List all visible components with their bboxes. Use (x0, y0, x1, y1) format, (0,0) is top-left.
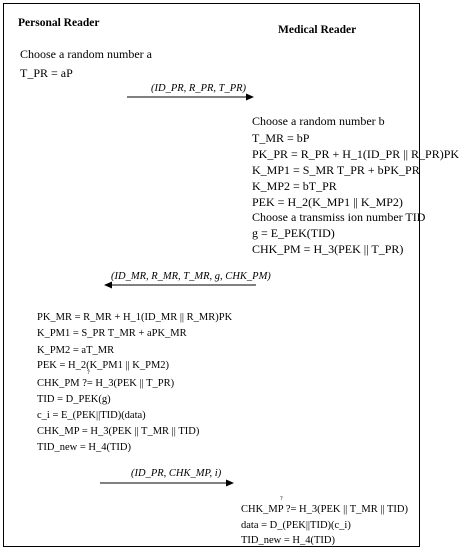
verify-mark: ? (87, 370, 90, 376)
medical-reader-header: Medical Reader (278, 24, 357, 36)
message-1-label: (ID_PR, R_PR, T_PR) (151, 83, 247, 94)
pr-step-9: TID_new = H_4(TID) (37, 442, 131, 453)
pr-init-line-1: Choose a random number a (20, 47, 152, 61)
mr-step-6: PEK = H_2(K_MP1 || K_MP2) (252, 195, 403, 209)
pr-step-8: CHK_MP = H_3(PEK || T_MR || TID) (37, 426, 200, 437)
message-3-arrow (100, 478, 234, 488)
pr-step-7: c_i = E_(PEK||TID)(data) (37, 410, 146, 421)
message-3-label: (ID_PR, CHK_MP, i) (131, 468, 222, 479)
mr-final-1: CHK_MP ?= H_3(PEK || T_MR || TID) (241, 504, 408, 515)
verify-mark-final: ? (280, 496, 283, 502)
pr-step-4: PEK = H_2(K_PM1 || K_PM2) (37, 360, 170, 371)
mr-step-5: K_MP2 = bT_PR (252, 179, 337, 193)
mr-step-3: PK_PR = R_PR + H_1(ID_PR || R_PR)PK (252, 147, 459, 161)
mr-step-2: T_MR = bP (252, 131, 310, 145)
pr-step-1: PK_MR = R_MR + H_1(ID_MR || R_MR)PK (37, 312, 233, 323)
message-2-label: (ID_MR, R_MR, T_MR, g, CHK_PM) (111, 271, 271, 282)
message-2-arrow (104, 280, 256, 290)
mr-step-8: g = E_PEK(TID) (252, 226, 335, 240)
mr-final-3: TID_new = H_4(TID) (241, 535, 335, 546)
mr-step-4: K_MP1 = S_MR T_PR + bPK_PR (252, 163, 420, 177)
mr-step-1: Choose a random number b (252, 114, 385, 128)
pr-step-3: K_PM2 = aT_MR (37, 345, 115, 356)
mr-step-9: CHK_PM = H_3(PEK || T_PR) (252, 242, 404, 256)
message-1-arrow (127, 92, 254, 102)
mr-step-7: Choose a transmiss ion number TID (252, 210, 426, 224)
pr-step-2: K_PM1 = S_PR T_MR + aPK_MR (37, 328, 187, 339)
pr-step-5: CHK_PM ?= H_3(PEK || T_PR) (37, 378, 175, 389)
pr-step-6: TID = D_PEK(g) (37, 394, 111, 405)
mr-final-2: data = D_(PEK||TID)(c_i) (241, 520, 351, 531)
protocol-diagram (3, 3, 459, 547)
pr-init-line-2: T_PR = aP (20, 66, 73, 80)
personal-reader-header: Personal Reader (18, 17, 100, 29)
